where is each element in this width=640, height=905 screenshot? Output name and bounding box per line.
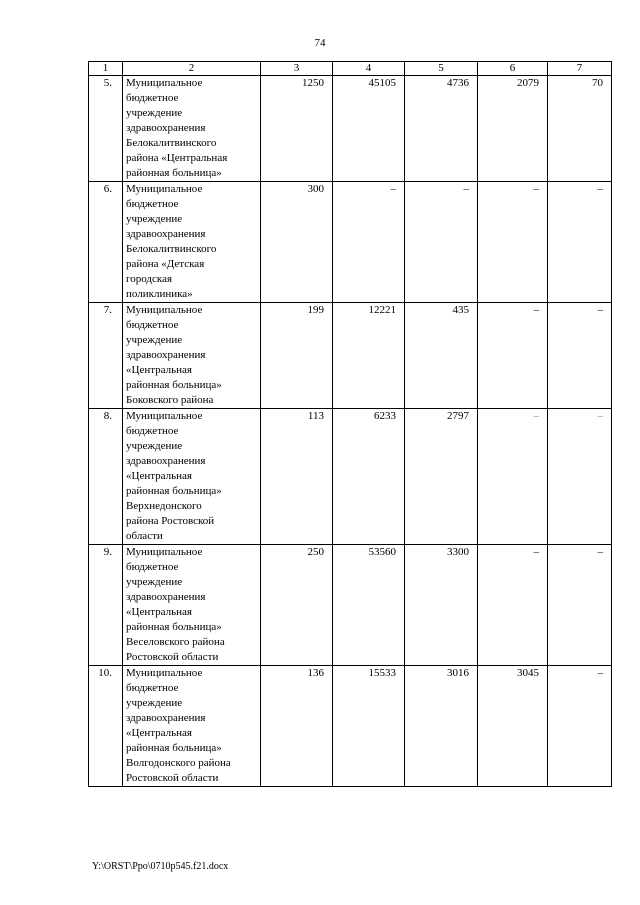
value-cell-7: – bbox=[548, 666, 612, 787]
row-index: 9. bbox=[89, 545, 123, 666]
institution-name-line: бюджетное bbox=[126, 682, 179, 694]
institution-name-line: Веселовского района bbox=[126, 636, 225, 648]
institution-name-line: Муниципальное bbox=[126, 77, 203, 89]
value-cell-5: 3016 bbox=[405, 666, 478, 787]
institution-name-line: Муниципальное bbox=[126, 183, 203, 195]
institution-name-line: Боковского района bbox=[126, 394, 214, 406]
institution-name-line: учреждение bbox=[126, 107, 183, 119]
table-header-row bbox=[89, 62, 612, 76]
table-row bbox=[89, 76, 612, 182]
value-cell-4: 53560 bbox=[333, 545, 405, 666]
institution-name-line: «Центральная bbox=[126, 364, 192, 376]
value-cell-3: 136 bbox=[261, 666, 333, 787]
institution-name-line: бюджетное bbox=[126, 198, 179, 210]
institution-name-line: Ростовской области bbox=[126, 772, 219, 784]
institution-name bbox=[123, 182, 261, 303]
institution-name-line: района «Детская bbox=[126, 258, 205, 270]
value-cell-6: 2079 bbox=[478, 76, 548, 182]
institution-name-line: Муниципальное bbox=[126, 410, 203, 422]
institution-name-line: «Центральная bbox=[126, 727, 192, 739]
value-cell-5: 2797 bbox=[405, 409, 478, 545]
institution-name-line: учреждение bbox=[126, 334, 183, 346]
value-cell-6: – bbox=[478, 303, 548, 409]
column-header-7: 7 bbox=[548, 62, 612, 76]
institution-name-line: районная больница» bbox=[126, 621, 222, 633]
value-cell-4: – bbox=[333, 182, 405, 303]
institution-name-line: района «Центральная bbox=[126, 152, 228, 164]
institution-name-line: Белокалитвинского bbox=[126, 243, 217, 255]
value-cell-5: 435 bbox=[405, 303, 478, 409]
row-index: 8. bbox=[89, 409, 123, 545]
institution-name-line: Муниципальное bbox=[126, 667, 203, 679]
institution-name-line: районная больница» bbox=[126, 379, 222, 391]
value-cell-4: 6233 bbox=[333, 409, 405, 545]
table-row bbox=[89, 409, 612, 545]
column-header-5: 5 bbox=[405, 62, 478, 76]
table-row bbox=[89, 666, 612, 787]
value-cell-5: 3300 bbox=[405, 545, 478, 666]
column-header-1: 1 bbox=[89, 62, 123, 76]
institution-name-line: области bbox=[126, 530, 163, 542]
institution-name-line: бюджетное bbox=[126, 425, 179, 437]
institution-name-line: учреждение bbox=[126, 697, 183, 709]
table-row bbox=[89, 545, 612, 666]
value-cell-7: – bbox=[548, 303, 612, 409]
value-cell-6: – bbox=[478, 545, 548, 666]
page-number: 74 bbox=[314, 37, 326, 49]
row-index: 5. bbox=[89, 76, 123, 182]
value-cell-4: 15533 bbox=[333, 666, 405, 787]
value-cell-3: 199 bbox=[261, 303, 333, 409]
column-header-4: 4 bbox=[333, 62, 405, 76]
value-cell-4: 12221 bbox=[333, 303, 405, 409]
value-cell-4: 45105 bbox=[333, 76, 405, 182]
institution-name-line: учреждение bbox=[126, 213, 183, 225]
institution-name-line: здравоохранения bbox=[126, 349, 206, 361]
footer-file-path: Y:\ORST\Ppo\0710p545.f21.docx bbox=[92, 861, 229, 872]
value-cell-3: 300 bbox=[261, 182, 333, 303]
institution-name-line: бюджетное bbox=[126, 92, 179, 104]
column-header-2: 2 bbox=[123, 62, 261, 76]
institution-name-line: Белокалитвинского bbox=[126, 137, 217, 149]
institution-name bbox=[123, 409, 261, 545]
institution-name-line: городская bbox=[126, 273, 173, 285]
row-index: 7. bbox=[89, 303, 123, 409]
institution-name-line: районная больница» bbox=[126, 167, 222, 179]
institution-name-line: Ростовской области bbox=[126, 651, 219, 663]
value-cell-6: – bbox=[478, 409, 548, 545]
value-cell-3: 250 bbox=[261, 545, 333, 666]
institution-name-line: Верхнедонского bbox=[126, 500, 202, 512]
institution-name-line: здравоохранения bbox=[126, 591, 206, 603]
institution-name-line: здравоохранения bbox=[126, 455, 206, 467]
institution-name-line: здравоохранения bbox=[126, 122, 206, 134]
value-cell-7: – bbox=[548, 545, 612, 666]
institution-name-line: «Центральная bbox=[126, 606, 192, 618]
institution-name-line: здравоохранения bbox=[126, 712, 206, 724]
institution-name bbox=[123, 76, 261, 182]
row-index: 10. bbox=[89, 666, 123, 787]
institution-name-line: бюджетное bbox=[126, 319, 179, 331]
value-cell-5: – bbox=[405, 182, 478, 303]
value-cell-7: – bbox=[548, 409, 612, 545]
institution-name-line: «Центральная bbox=[126, 470, 192, 482]
institution-name bbox=[123, 545, 261, 666]
institution-name-line: района Ростовской bbox=[126, 515, 215, 527]
institution-name-line: поликлиника» bbox=[126, 288, 193, 300]
value-cell-7: 70 bbox=[548, 76, 612, 182]
institution-name-line: Волгодонского района bbox=[126, 757, 231, 769]
value-cell-6: 3045 bbox=[478, 666, 548, 787]
value-cell-7: – bbox=[548, 182, 612, 303]
value-cell-5: 4736 bbox=[405, 76, 478, 182]
institution-name-line: здравоохранения bbox=[126, 228, 206, 240]
column-header-6: 6 bbox=[478, 62, 548, 76]
data-table bbox=[88, 61, 612, 787]
institution-name-line: учреждение bbox=[126, 440, 183, 452]
institution-name-line: учреждение bbox=[126, 576, 183, 588]
institution-name bbox=[123, 303, 261, 409]
institution-name-line: бюджетное bbox=[126, 561, 179, 573]
column-header-3: 3 bbox=[261, 62, 333, 76]
institution-name bbox=[123, 666, 261, 787]
institution-name-line: районная больница» bbox=[126, 742, 222, 754]
table-row bbox=[89, 303, 612, 409]
institution-name-line: Муниципальное bbox=[126, 546, 203, 558]
value-cell-3: 1250 bbox=[261, 76, 333, 182]
value-cell-6: – bbox=[478, 182, 548, 303]
institution-name-line: районная больница» bbox=[126, 485, 222, 497]
institution-name-line: Муниципальное bbox=[126, 304, 203, 316]
value-cell-3: 113 bbox=[261, 409, 333, 545]
table-row bbox=[89, 182, 612, 303]
row-index: 6. bbox=[89, 182, 123, 303]
